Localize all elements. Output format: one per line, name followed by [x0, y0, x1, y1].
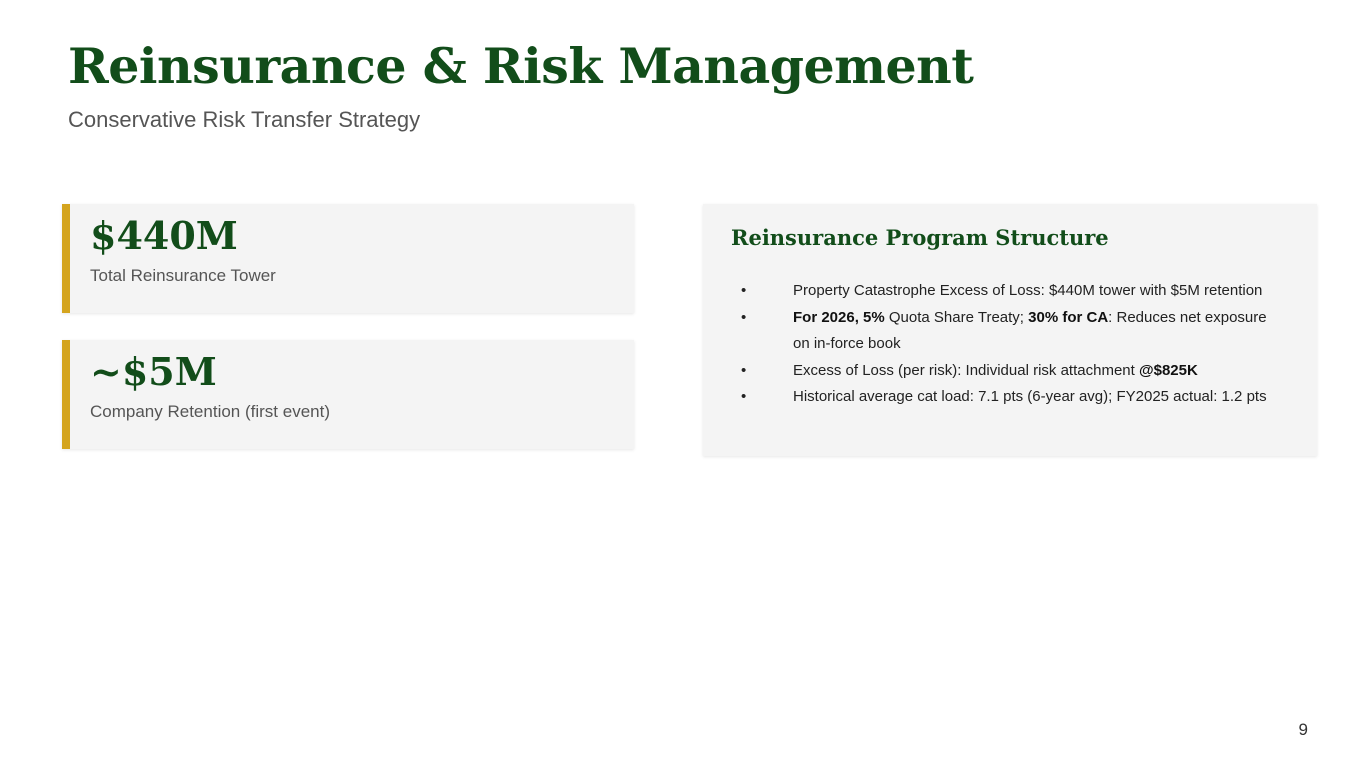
list-item: [741, 305, 1281, 358]
stat-card-reinsurance-tower: [62, 204, 634, 313]
slide-title: Reinsurance & Risk Management: [68, 37, 974, 95]
bullet-text: : Reduces net exposure on in-force book: [793, 308, 1267, 352]
bullet-icon: •: [741, 282, 747, 299]
bullet-text: Excess of Loss (per risk): Individual risk attachment: [793, 361, 1139, 379]
list-item: [741, 384, 1281, 411]
bullet-icon: •: [741, 361, 747, 379]
program-bullet-list: [741, 278, 1281, 411]
bullet-text: Historical average cat load: 7.1 pts (6-year avg); FY2025 actual: 1.2 pts: [793, 388, 1267, 405]
program-structure-title: Reinsurance Program Structure: [731, 225, 1109, 250]
bullet-emphasis: @$825K: [1138, 361, 1198, 379]
slide-subtitle: Conservative Risk Transfer Strategy: [68, 107, 421, 132]
list-item: [741, 278, 1281, 305]
list-item: [741, 358, 1281, 385]
stat-label: Total Reinsurance Tower: [90, 266, 276, 285]
bullet-emphasis: For 2026, 5%: [793, 308, 885, 326]
page-number: 9: [1298, 720, 1308, 739]
bullet-text: Quota Share Treaty;: [884, 308, 1029, 326]
stat-card-company-retention: [62, 340, 634, 449]
stat-value: ~$5M: [90, 349, 217, 394]
stat-label: Company Retention (first event): [90, 402, 330, 421]
program-structure-card: [703, 204, 1317, 456]
stat-value: $440M: [90, 213, 238, 258]
bullet-emphasis: 30% for CA: [1028, 308, 1109, 326]
bullet-text: Property Catastrophe Excess of Loss: $440M tower with $5M retention: [793, 282, 1263, 299]
bullet-icon: •: [741, 308, 747, 326]
bullet-icon: •: [741, 388, 747, 405]
